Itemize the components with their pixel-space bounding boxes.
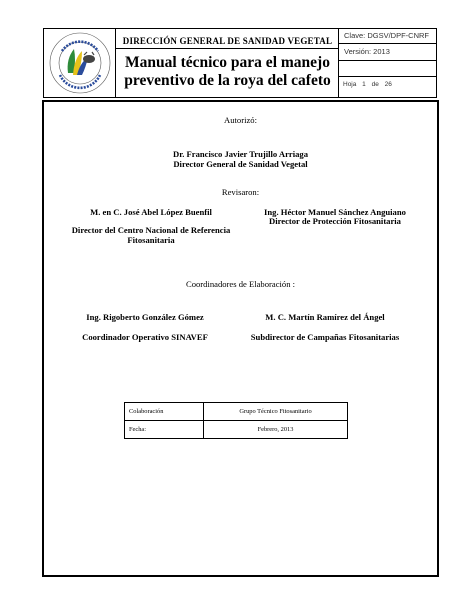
autorizo-name: Dr. Francisco Javier Trujillo Arriaga bbox=[172, 149, 308, 159]
coordinador-left-role: Coordinador Operativo SINAVEF bbox=[82, 332, 208, 342]
coordinador-left-name: Ing. Rigoberto González Gómez bbox=[86, 312, 204, 322]
collaboration-table bbox=[124, 402, 348, 439]
autorizo-role: Director General de Sanidad Vegetal bbox=[173, 159, 308, 169]
divider bbox=[116, 48, 339, 49]
coordinador-right-name: M. C. Martín Ramírez del Ángel bbox=[265, 312, 385, 322]
revisor-left-role-line-1: Director del Centro Nacional de Referencia bbox=[71, 225, 231, 235]
revisor-right-name: Ing. Héctor Manuel Sánchez Anguiano bbox=[264, 207, 406, 217]
senasica-logo bbox=[44, 29, 116, 97]
table-cell-value: Grupo Técnico Fitosanitario bbox=[204, 403, 348, 421]
divider bbox=[339, 76, 437, 77]
revisor-left-role-line-2: Fitosanitaria bbox=[127, 235, 175, 245]
table-row bbox=[125, 421, 348, 439]
page-counter: Hoja 1 de 26 bbox=[343, 81, 392, 88]
document-title-line-2: preventivo de la roya del cafeto bbox=[124, 72, 331, 89]
org-name: DIRECCIÓN GENERAL DE SANIDAD VEGETAL bbox=[122, 36, 333, 46]
revisor-right-role: Director de Protección Fitosanitaria bbox=[269, 216, 401, 226]
clave-label: Clave: DGSV/DPF-CNRF bbox=[344, 31, 430, 40]
table-row bbox=[125, 403, 348, 421]
table-cell-label: Fecha: bbox=[125, 421, 204, 439]
document-title-line-1: Manual técnico para el manejo bbox=[125, 54, 330, 71]
divider bbox=[339, 43, 437, 44]
table-cell-value: Febrero, 2013 bbox=[204, 421, 348, 439]
autorizo-heading: Autorizó: bbox=[224, 115, 257, 125]
table-cell-label: Colaboración bbox=[125, 403, 204, 421]
senasica-seal-icon bbox=[44, 29, 116, 97]
revisaron-heading: Revisaron: bbox=[221, 187, 260, 197]
coordinadores-heading: Coordinadores de Elaboración : bbox=[185, 279, 296, 289]
coordinador-right-role: Subdirector de Campañas Fitosanitarias bbox=[250, 332, 400, 342]
document-title bbox=[116, 54, 339, 90]
revisor-left-name: M. en C. José Abel López Buenfil bbox=[90, 207, 212, 217]
version-label: Versión: 2013 bbox=[344, 47, 390, 56]
divider bbox=[339, 60, 437, 61]
